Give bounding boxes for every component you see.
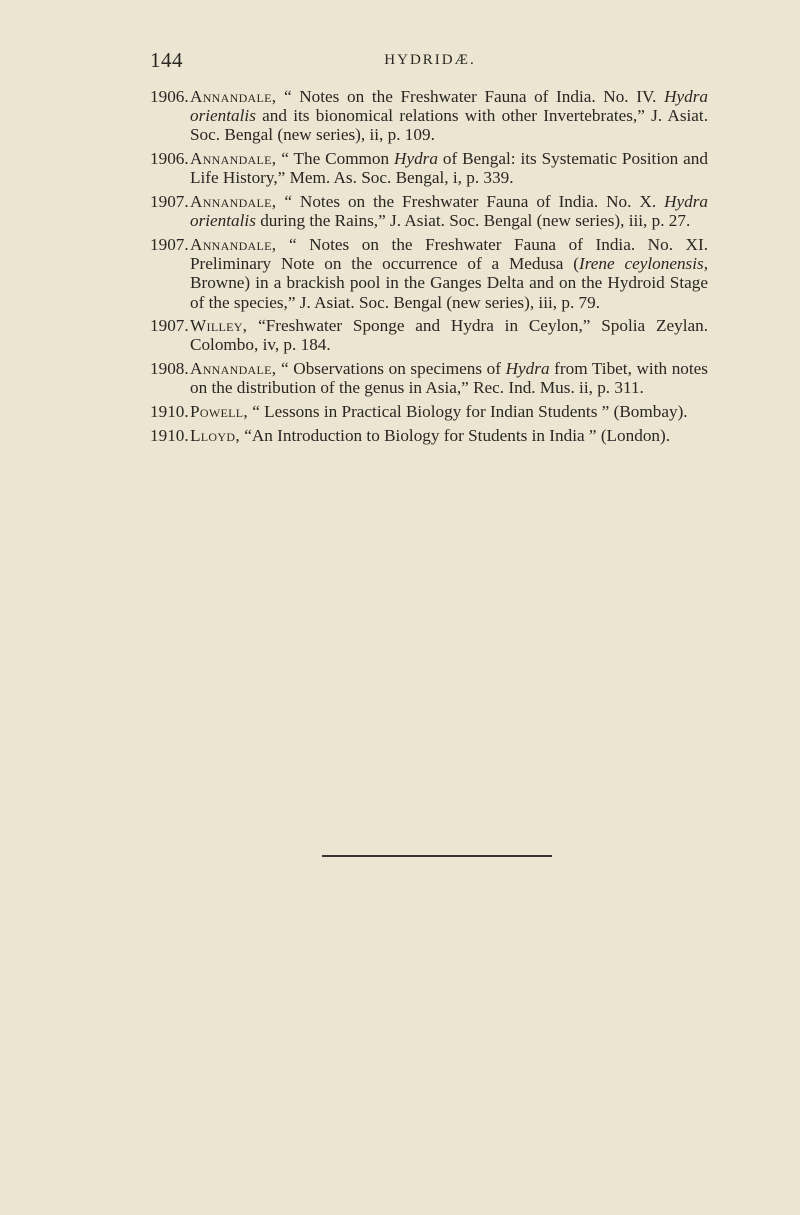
- bibliography-list: [150, 87, 708, 449]
- entry-author: Lloyd,: [190, 425, 240, 445]
- entry-text: “ Notes on the Freshwater Fauna of India. No. IV.: [276, 87, 665, 106]
- italic-title: Hydra orientalis: [190, 192, 708, 231]
- page-number: 144: [150, 48, 183, 72]
- entry-author: Annandale,: [190, 149, 277, 169]
- entry-author: Powell,: [190, 402, 248, 422]
- entry-author: Willey,: [190, 316, 248, 336]
- entry-text: “ Notes on the Freshwater Fauna of India. No. XI. Preliminary Note on the occurrence of a Medusa (: [190, 234, 708, 274]
- entry-year: 1907.: [150, 316, 189, 336]
- entry-year: 1910.: [150, 425, 189, 445]
- entry-author: Annandale,: [190, 87, 277, 106]
- entry-text: “ The Common: [276, 149, 395, 169]
- bibliography-entry: [150, 192, 708, 230]
- bibliography-entry: [150, 149, 708, 187]
- entry-year: 1908.: [150, 359, 189, 379]
- page-header: [150, 48, 710, 74]
- italic-title: Hydra: [505, 359, 550, 379]
- italic-title: Irene ceylonensis: [579, 254, 704, 274]
- running-head: HYDRIDÆ.: [384, 52, 476, 68]
- bibliography-entry: [150, 402, 708, 421]
- entry-text: “ Lessons in Practical Biology for Indian Students ” (Bombay).: [247, 402, 688, 422]
- entry-text: of Bengal: its Systematic Position and Life History,” Mem. As. Soc. Bengal, i, p. 339.: [190, 149, 708, 188]
- entry-text: “ Notes on the Freshwater Fauna of India. No. X.: [276, 192, 665, 212]
- entry-text: “ Observations on specimens of: [276, 359, 506, 379]
- entry-text: “Freshwater Sponge and Hydra in Ceylon,” Spolia Zeylan. Colombo, iv, p. 184.: [190, 316, 708, 355]
- entry-year: 1910.: [150, 402, 189, 422]
- end-rule: [322, 855, 552, 857]
- entry-text: “An Introduction to Biology for Students in India ” (London).: [239, 425, 671, 445]
- bibliography-entry: [150, 359, 708, 397]
- bibliography-entry: [150, 316, 708, 354]
- entry-year: 1906.: [150, 149, 189, 169]
- italic-title: Hydra orientalis: [190, 87, 708, 126]
- entry-text: , Browne) in a brackish pool in the Ganges Delta and on the Hydroid Stage of the species,” J. Asiat. Soc. Bengal (new series), iii, p. 79.: [190, 254, 708, 312]
- bibliography-entry: [150, 426, 708, 445]
- entry-text: and its bionomical relations with other Invertebrates,” J. Asiat. Soc. Bengal (new series), ii, p. 109.: [190, 106, 708, 145]
- italic-title: Hydra: [394, 149, 438, 169]
- entry-text: from Tibet, with notes on the distribution of the genus in Asia,” Rec. Ind. Mus. ii, p. 311.: [190, 359, 708, 398]
- entry-year: 1907.: [150, 234, 189, 254]
- entry-year: 1906.: [150, 87, 189, 106]
- bibliography-entry: [150, 87, 708, 145]
- entry-author: Annandale,: [190, 234, 277, 254]
- entry-author: Annandale,: [190, 192, 277, 212]
- bibliography-entry: [150, 235, 708, 312]
- entry-author: Annandale,: [190, 359, 277, 379]
- entry-text: during the Rains,” J. Asiat. Soc. Bengal (new series), iii, p. 27.: [255, 211, 691, 231]
- entry-year: 1907.: [150, 192, 189, 212]
